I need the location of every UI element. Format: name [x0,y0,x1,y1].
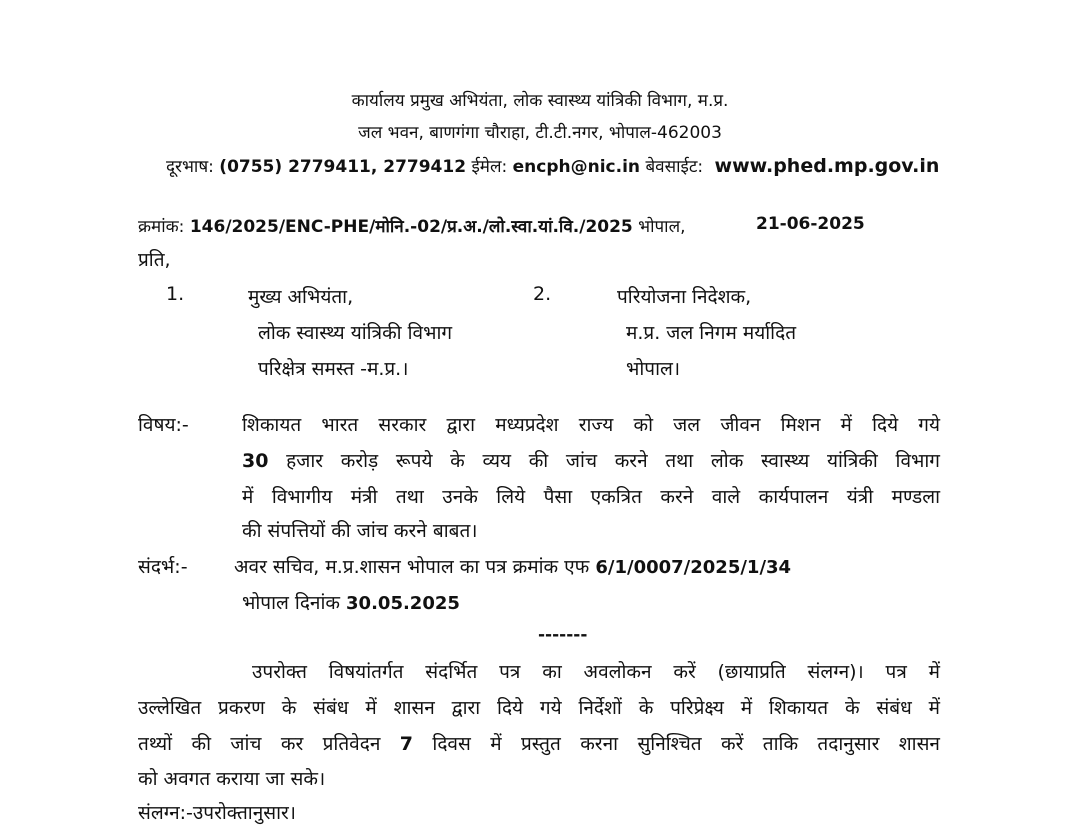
recipient-1-number: 1. [166,283,185,305]
recipient-1-department: लोक स्वास्थ्य यांत्रिकी विभाग [258,322,453,344]
context-date: 30.05.2025 [346,593,460,614]
body-line-3 [138,730,940,756]
context-letter-number: 6/1/0007/2025/1/34 [595,557,792,578]
recipient-2-city: भोपाल। [626,358,681,380]
email-label: ईमेल: [471,157,508,177]
divider: ------- [538,625,588,645]
subject-label: विषय:- [138,414,189,436]
body-line-3-start: तथ्यों की जांच कर प्रतिवेदन [138,733,381,755]
context-letter-text: अवर सचिव, म.प्र.शासन भोपाल का पत्र क्रमांक एफ [234,556,590,578]
recipient-1-title: मुख्य अभियंता, [248,286,354,308]
recipient-2-title: परियोजना निदेशक, [617,286,752,308]
body-line-1: उपरोक्त विषयांतर्गत संदर्भित पत्र का अवलोकन करें (छायाप्रति संलग्न)। पत्र में [252,661,940,683]
body-days-count: 7 [399,733,414,755]
body-line-4: को अवगत कराया जा सके। [138,768,326,790]
office-address [0,120,1080,143]
reference-date: 21-06-2025 [756,214,865,234]
email-address: encph@nic.in [512,157,641,177]
website-url: www.phed.mp.gov.in [714,155,940,177]
contact-line [166,154,939,177]
body-line-3-end: दिवस में प्रस्तुत करना सुनिश्चित करें ताकि तदानुसार शासन [432,733,940,755]
subject-line-2 [242,447,940,473]
context-line-2 [242,589,460,615]
context-line-1 [234,553,791,579]
enclosure-note: संलग्न:-उपरोक्तानुसार। [138,802,296,824]
context-label: संदर्भ:- [138,556,188,578]
subject-line-2-text: हजार करोड़ रूपये के व्यय की जांच करने तथा लोक स्वास्थ्य यांत्रिकी विभाग [286,450,940,472]
reference-number: 146/2025/ENC-PHE/मोनि.-02/प्र.अ./लो.स्वा.यां.वि./2025 [189,217,633,237]
website-label: बेवसाईट: [645,157,704,177]
phone-numbers: (0755) 2779411, 2779412 [219,157,467,177]
context-date-label: भोपाल दिनांक [242,592,340,614]
reference-label: क्रमांक: [138,217,185,237]
subject-line-1: शिकायत भारत सरकार द्वारा मध्यप्रदेश राज्य को जल जीवन मिशन में दिये गये [242,414,940,436]
subject-line-4: की संपत्तियों की जांच करने बाबत। [242,520,478,542]
body-line-2: उल्लेखित प्रकरण के संबंध में शासन द्वारा दिये गये निर्देशों के परिप्रेक्ष्य में शिकायत के संबंध में [138,697,940,719]
recipient-2-number: 2. [533,283,552,305]
subject-amount: 30 [242,450,269,472]
recipient-2-organisation: म.प्र. जल निगम मर्यादित [626,322,797,344]
recipient-1-region: परिक्षेत्र समस्त -म.प्र.। [258,358,409,380]
subject-line-3: में विभागीय मंत्री तथा उनके लिये पैसा एकत्रित करने वाले कार्यपालन यंत्री मण्डला [242,486,940,508]
reference-line [138,214,686,237]
reference-place: भोपाल, [638,217,686,237]
phone-label: दूरभाष: [166,157,214,177]
office-name: कार्यालय प्रमुख अभियंता, लोक स्वास्थ्य यांत्रिकी विभाग, म.प्र. [351,91,729,111]
office-address-text: जल भवन, बाणगंगा चौराहा, टी.टी.नगर, भोपाल-462003 [358,123,722,143]
to-label: प्रति, [138,249,171,271]
